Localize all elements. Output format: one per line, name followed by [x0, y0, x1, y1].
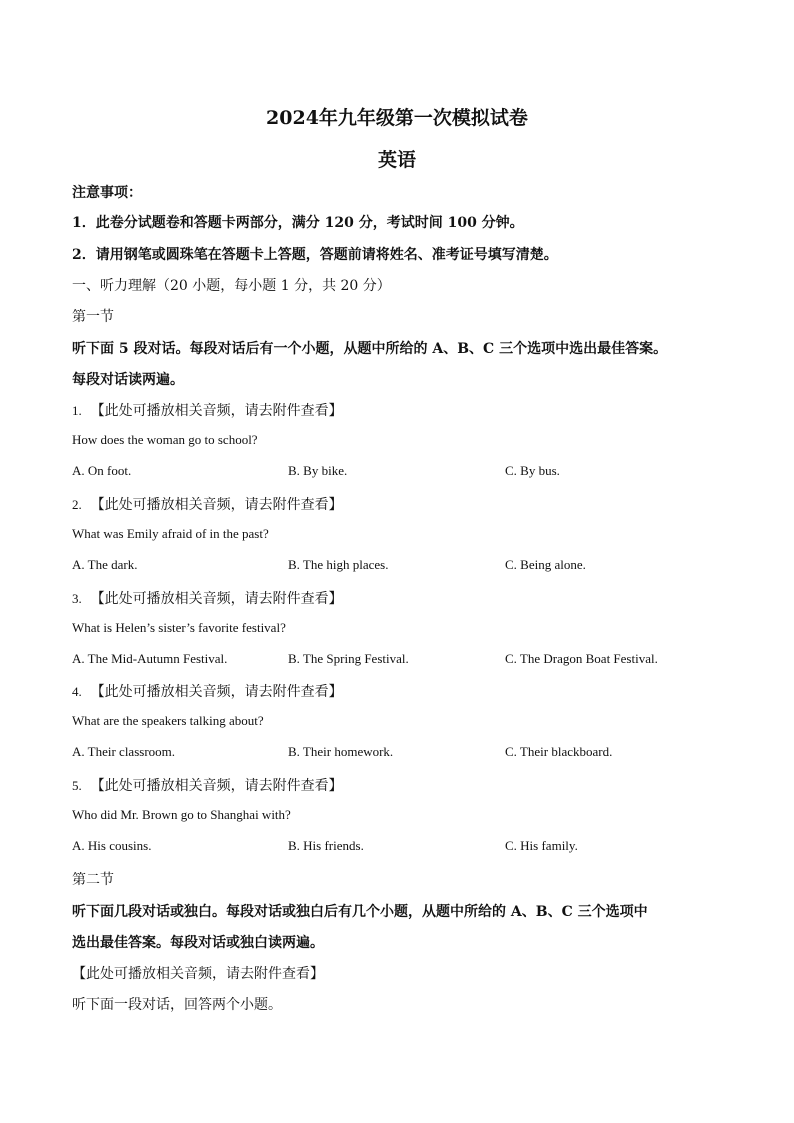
- part1-instruction: 听下面 5 段对话。每段对话后有一个小题，从题中所给的 A、B、C 三个选项中选出最佳答案。: [72, 341, 668, 357]
- note-item-2: 2．请用钢笔或圆珠笔在答题卡上答题，答题前请将姓名、准考证号填写清楚。: [72, 247, 558, 263]
- question-1-option-c: C. By bus.: [505, 463, 560, 478]
- question-5-prompt: Who did Mr. Brown go to Shanghai with?: [72, 807, 291, 822]
- question-5-audio: [72, 775, 343, 795]
- question-4-option-c: C. Their blackboard.: [505, 744, 613, 759]
- exam-title: 2024年九年级第一次模拟试卷: [266, 107, 528, 129]
- question-2-prompt: What was Emily afraid of in the past?: [72, 526, 269, 541]
- part2-instruction-cont: 选出最佳答案。每段对话或独白读两遍。: [72, 935, 324, 951]
- question-number: 2.: [72, 497, 82, 512]
- question-5-option-b: B. His friends.: [288, 838, 364, 853]
- question-2-audio: [72, 494, 343, 514]
- audio-note: 【此处可播放相关音频，请去附件查看】: [90, 403, 343, 419]
- question-3-option-b: B. The Spring Festival.: [288, 651, 409, 666]
- question-3-audio: [72, 588, 343, 608]
- question-2-option-a: A. The dark.: [72, 557, 138, 572]
- section-heading: 一、听力理解（20 小题，每小题 1 分，共 20 分）: [72, 278, 391, 294]
- question-3-prompt: What is Helen’s sister’s favorite festival?: [72, 620, 286, 635]
- part2-lead: 听下面一段对话，回答两个小题。: [72, 997, 282, 1013]
- question-number: 1.: [72, 403, 82, 418]
- question-1-option-b: B. By bike.: [288, 463, 348, 478]
- audio-note: 【此处可播放相关音频，请去附件查看】: [90, 591, 343, 607]
- question-1-audio: [72, 400, 343, 420]
- part1-instruction-cont: 每段对话读两遍。: [72, 372, 184, 388]
- notes-heading: 注意事项：: [72, 185, 142, 201]
- audio-note: 【此处可播放相关音频，请去附件查看】: [90, 778, 343, 794]
- question-2-option-c: C. Being alone.: [505, 557, 586, 572]
- part1-label: 第一节: [72, 309, 114, 325]
- part2-audio-note: 【此处可播放相关音频，请去附件查看】: [72, 966, 324, 982]
- question-number: 5.: [72, 778, 82, 793]
- part2-instruction: 听下面几段对话或独白。每段对话或独白后有几个小题，从题中所给的 A、B、C 三个选项中: [72, 904, 648, 920]
- question-4-option-a: A. Their classroom.: [72, 744, 176, 759]
- question-4-option-b: B. Their homework.: [288, 744, 394, 759]
- question-1-option-a: A. On foot.: [72, 463, 132, 478]
- question-1-prompt: How does the woman go to school?: [72, 432, 258, 447]
- question-4-audio: [72, 681, 343, 701]
- question-2-option-b: B. The high places.: [288, 557, 389, 572]
- question-5-option-c: C. His family.: [505, 838, 578, 853]
- question-3-option-c: C. The Dragon Boat Festival.: [505, 651, 658, 666]
- audio-note: 【此处可播放相关音频，请去附件查看】: [90, 684, 343, 700]
- part2-label: 第二节: [72, 872, 114, 888]
- question-number: 4.: [72, 684, 82, 699]
- question-number: 3.: [72, 591, 82, 606]
- question-3-option-a: A. The Mid-Autumn Festival.: [72, 651, 228, 666]
- note-item-1: 1．此卷分试题卷和答题卡两部分，满分 120 分，考试时间 100 分钟。: [72, 215, 524, 231]
- question-4-prompt: What are the speakers talking about?: [72, 713, 264, 728]
- audio-note: 【此处可播放相关音频，请去附件查看】: [90, 497, 343, 513]
- exam-subject: 英语: [377, 149, 416, 171]
- question-5-option-a: A. His cousins.: [72, 838, 152, 853]
